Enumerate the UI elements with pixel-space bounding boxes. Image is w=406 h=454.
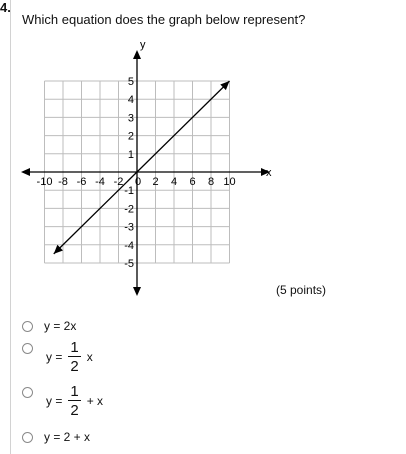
x-tick-label: -2 [113, 176, 124, 188]
option-c[interactable] [22, 384, 103, 418]
x-axis-left-arrow [21, 168, 30, 176]
option-c-denominator: 2 [70, 402, 79, 419]
option-c-suffix: + x [86, 394, 104, 408]
x-tick-label: 10 [223, 176, 236, 188]
option-d-radio[interactable] [22, 432, 33, 443]
y-tick-label: 1 [127, 148, 134, 161]
option-b[interactable] [22, 340, 93, 374]
option-d-text: y = 2 + x [44, 430, 91, 444]
x-tick-label: -10 [36, 176, 53, 188]
option-b-numerator: 1 [70, 339, 79, 356]
x-tick-label: 8 [207, 176, 215, 188]
y-tick-label: -1 [124, 185, 134, 198]
option-c-radio[interactable] [22, 387, 33, 398]
question-text: Which equation does the graph below represent? [22, 12, 306, 27]
option-a-radio[interactable] [22, 321, 33, 332]
option-b-radio[interactable] [22, 343, 33, 354]
x-axis-label: x [266, 167, 272, 179]
y-axis-bottom-arrow [133, 287, 141, 296]
y-tick-label: 3 [127, 112, 134, 125]
points-label: (5 points) [276, 283, 327, 297]
option-a[interactable] [22, 319, 76, 333]
y-axis-label: y [140, 39, 146, 51]
option-d[interactable] [22, 430, 90, 444]
origin-label: 0 [134, 176, 142, 188]
question-number: 4. [0, 0, 11, 15]
option-b-denominator: 2 [70, 358, 79, 375]
x-tick-label: 6 [189, 176, 196, 188]
option-b-prefix: y = [46, 350, 63, 364]
x-tick-label: 2 [152, 176, 159, 188]
y-tick-label: 2 [127, 130, 134, 143]
y-tick-label: 4 [127, 94, 134, 107]
option-a-text: y = 2x [44, 319, 77, 333]
x-tick-label: -4 [95, 176, 105, 188]
y-axis-top-arrow [133, 50, 141, 59]
y-tick-label: -2 [124, 203, 134, 216]
x-tick-label: -8 [58, 176, 68, 188]
x-tick-label: 4 [170, 176, 178, 188]
graph-line [54, 81, 230, 254]
option-b-suffix: x [86, 350, 93, 364]
option-c-fraction [68, 384, 80, 418]
option-c-prefix: y = [46, 394, 63, 408]
y-tick-label: -4 [124, 239, 134, 252]
option-b-fraction [68, 340, 80, 374]
y-tick-label: -3 [124, 221, 134, 234]
x-tick-label: -6 [76, 176, 87, 188]
option-c-numerator: 1 [70, 383, 79, 400]
y-tick-label: 5 [127, 76, 134, 88]
y-tick-label: -5 [124, 258, 134, 270]
